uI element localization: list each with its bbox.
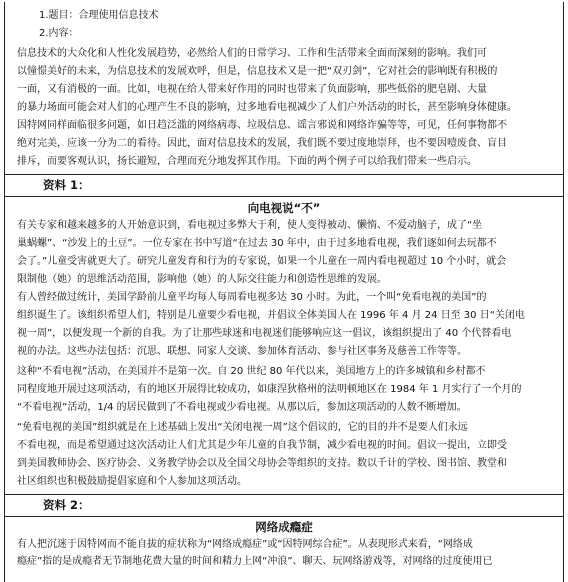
material-1-line: 同程度地开展过这项活动，有的地区开展得比较成功，如康涅狄格州的法明顿地区在 1984 年 1 月实行了一个月的 xyxy=(17,384,522,395)
intro-line: 信息技术的大众化和人性化发展趋势，必然给人们的日常学习、工作和生活带来全面而深刻的影响。我们可 xyxy=(17,48,487,59)
material-1-line: “不看电视”活动，1/4 的居民做到了不看电视或少看电视。从那以后，参加这项活动的人数不断增加。 xyxy=(17,402,467,413)
material-1-line: 有关专家和越来越多的人开始意识到，看电视过多弊大于利，使人变得被动、懒惰、不爱动脑子，成了“坐 xyxy=(17,220,483,231)
divider xyxy=(5,174,563,175)
material-1-line: “免看电视的美国”组织就是在上述基础上发出“关闭电视一周”这个倡议的，它的目的并不是要人们永远 xyxy=(17,422,468,433)
material-2-label: 资料 2： xyxy=(43,498,90,512)
material-2-line: 有人把沉迷于因特网而不能自拔的症状称为“网络成瘾症”或“因特网综合症”。从表现形式来看，“网络成 xyxy=(17,539,473,550)
divider xyxy=(5,516,563,517)
divider xyxy=(5,494,563,495)
intro-line: 绝对完美，应该一分为二的看待。因此，面对信息技术的发展，我们既不要过度地崇拜，也不要因噎废食、盲目 xyxy=(17,138,507,149)
material-1-line: 视一周”，以便发现一个新的自我。为了让那些球迷和电视迷们能够响应这一倡议，该组织提出了 40 个代替看电 xyxy=(17,328,512,339)
intro-line: 因特网同样面临很多问题，如日趋泛滥的网络病毒、垃圾信息、谣言邪说和网络诈骗等等，可见，任何事物都不 xyxy=(17,120,507,131)
material-1-line: 社区组织也积极鼓励提倡家庭和个人参加这项活动。 xyxy=(17,476,247,487)
material-1-line: 巢蜗螺”、“沙发上的土豆”。一位专家在书中写道“在过去 30 年中，由于过多地看电视，我们逐如何去玩都不 xyxy=(17,238,497,249)
material-1-line: 视的办法。这些办法包括：沉思、联想、同家人交谈、参加体育活动、参与社区事务及慈善工作等等。 xyxy=(17,346,467,357)
content-line: 2.内容： xyxy=(39,28,79,39)
material-1-title: 向电视说“不” xyxy=(247,201,321,215)
document-frame xyxy=(4,2,564,582)
material-1-line: 会了。”儿童受害就更大了。研究儿童发育和行为的专家说，如果一个儿童在一周内看电视超过 10 个小时，就会 xyxy=(17,256,507,267)
material-1-line: 组织诞生了。该组织希望人们，特别是儿童要少看电视，并倡议全体美国人在 1996 年 4 月 24 日至 30 日“关闭电 xyxy=(17,310,525,321)
material-2-title: 网络成瘾症 xyxy=(255,520,313,534)
material-1-line: 限制他（她）的思维活动范围，影响他（她）的人际交往能力和创造性思维的发展。 xyxy=(17,274,387,285)
material-1-line: 这种“不看电视”活动，在美国并不是第一次。自 20 世纪 80 年代以来，美国地方上的许多城镇和乡村都不 xyxy=(17,366,486,377)
material-1-line: 不看电视，而是希望通过这次活动让人们尤其是少年儿童的自我节制，减少看电视的时间。倡议一提出，立即受 xyxy=(17,440,507,451)
intro-line: 的暴力场面可能会对人们的心理产生不良的影响，过多地看电视减少了人们户外活动的时长，甚至影响身体健康。 xyxy=(17,102,517,113)
intro-line: 以憧憬美好的未来，为信息技术的发展欢呼，但是，信息技术又是一把“双刃剑”，它对社会的影响既有积极的 xyxy=(17,66,498,77)
topic-line: 1.题目：合理使用信息技术 xyxy=(39,10,159,21)
divider xyxy=(5,196,563,197)
material-1-line: 有人曾经做过统计，美国学龄前儿童平均每人每周看电视多达 30 小时。为此，一个叫“免看电视的美国”的 xyxy=(17,292,487,303)
material-2-line: 瘾症”指的是成瘾者无节制地花费大量的时间和精力上网“冲浪”、聊天、玩网络游戏等，对网络的过度使用已 xyxy=(17,556,493,567)
intro-line: 排斥，而要客观认识，扬长避短，合理而充分地发挥其作用。下面的两个例子可以给我们带来一些启示。 xyxy=(17,156,477,167)
material-1-label: 资料 1： xyxy=(43,178,90,192)
intro-line: 一面，又有消极的一面。比如，电视在给人带来好作用的同时也带来了负面影响，那些低俗的肥皂剧、大量 xyxy=(17,84,487,95)
material-1-line: 到美国教师协会、医疗协会、义务教学协会以及全国父母协会等组织的支持。数以千计的学校、图书馆、教堂和 xyxy=(17,458,507,469)
